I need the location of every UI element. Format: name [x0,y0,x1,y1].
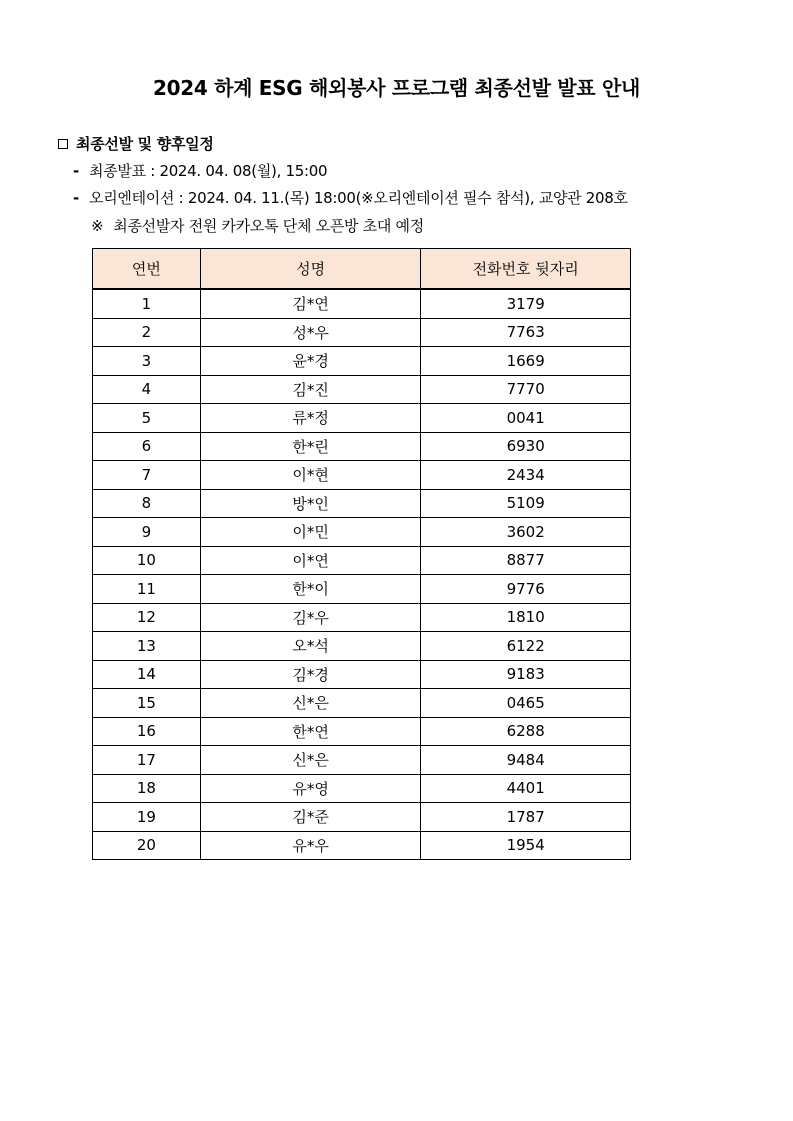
cell-number: 8 [93,489,201,518]
cell-phone: 7763 [421,318,631,347]
cell-name: 이*연 [200,546,421,575]
cell-number: 12 [93,603,201,632]
cell-phone: 1787 [421,803,631,832]
cell-phone: 1810 [421,603,631,632]
cell-phone: 0465 [421,689,631,718]
table-row [93,546,631,575]
cell-name: 한*린 [200,432,421,461]
cell-name: 유*영 [200,774,421,803]
cell-number: 4 [93,375,201,404]
cell-number: 19 [93,803,201,832]
section-heading-text: 최종선발 및 향후일정 [76,135,214,153]
cell-phone: 6288 [421,717,631,746]
cell-name: 김*진 [200,375,421,404]
cell-name: 김*경 [200,660,421,689]
cell-name: 방*인 [200,489,421,518]
cell-number: 14 [93,660,201,689]
cell-phone: 4401 [421,774,631,803]
cell-phone: 1954 [421,831,631,860]
dash-bullet-icon: - [73,189,79,207]
schedule-item-text: 최종발표 : 2024. 04. 08(월), 15:00 [89,162,328,180]
cell-phone: 9484 [421,746,631,775]
cell-number: 15 [93,689,201,718]
table-row [93,660,631,689]
header-phone: 전화번호 뒷자리 [421,249,631,290]
checkbox-square-icon [58,139,68,149]
cell-number: 7 [93,461,201,490]
reference-mark-icon: ※ [91,217,104,235]
cell-phone: 6122 [421,632,631,661]
section-heading [58,133,214,154]
cell-name: 신*은 [200,689,421,718]
cell-name: 이*민 [200,518,421,547]
table-row [93,575,631,604]
cell-number: 11 [93,575,201,604]
table-row [93,746,631,775]
table-header-row [93,249,631,290]
cell-name: 유*우 [200,831,421,860]
table-row [93,831,631,860]
cell-number: 9 [93,518,201,547]
cell-number: 20 [93,831,201,860]
cell-number: 5 [93,404,201,433]
cell-name: 신*은 [200,746,421,775]
cell-phone: 7770 [421,375,631,404]
table-row [93,375,631,404]
cell-number: 17 [93,746,201,775]
cell-name: 김*준 [200,803,421,832]
cell-number: 6 [93,432,201,461]
table-body [93,289,631,860]
cell-phone: 0041 [421,404,631,433]
dash-bullet-icon: - [73,162,79,180]
cell-name: 오*석 [200,632,421,661]
cell-number: 18 [93,774,201,803]
cell-phone: 9183 [421,660,631,689]
cell-phone: 1669 [421,347,631,376]
schedule-item-text: 오리엔테이션 : 2024. 04. 11.(목) 18:00(※오리엔테이션 필수 참석), 교양관 208호 [89,189,628,207]
selection-table [92,248,631,860]
schedule-item-announcement [73,160,327,181]
table-row [93,518,631,547]
cell-number: 13 [93,632,201,661]
table-row [93,489,631,518]
cell-phone: 9776 [421,575,631,604]
schedule-item-orientation [73,187,628,208]
note-text: 최종선발자 전원 카카오톡 단체 오픈방 초대 예정 [113,217,424,235]
table-row [93,603,631,632]
note [91,215,424,236]
cell-number: 1 [93,289,201,318]
cell-phone: 3602 [421,518,631,547]
table-row [93,347,631,376]
cell-phone: 6930 [421,432,631,461]
cell-name: 이*현 [200,461,421,490]
table-row [93,689,631,718]
cell-name: 성*우 [200,318,421,347]
table-row [93,632,631,661]
cell-name: 한*연 [200,717,421,746]
cell-number: 10 [93,546,201,575]
table-row [93,432,631,461]
cell-phone: 2434 [421,461,631,490]
cell-number: 2 [93,318,201,347]
table-row [93,404,631,433]
cell-phone: 3179 [421,289,631,318]
page-title: 2024 하계 ESG 해외봉사 프로그램 최종선발 발표 안내 [152,76,641,100]
table-row [93,774,631,803]
cell-name: 김*연 [200,289,421,318]
cell-name: 한*이 [200,575,421,604]
cell-number: 16 [93,717,201,746]
table-row [93,461,631,490]
header-number: 연번 [93,249,201,290]
cell-phone: 5109 [421,489,631,518]
table-row [93,318,631,347]
table-row [93,289,631,318]
table-row [93,717,631,746]
cell-name: 김*우 [200,603,421,632]
cell-name: 류*정 [200,404,421,433]
cell-number: 3 [93,347,201,376]
cell-name: 윤*경 [200,347,421,376]
table-row [93,803,631,832]
cell-phone: 8877 [421,546,631,575]
header-name: 성명 [200,249,421,290]
